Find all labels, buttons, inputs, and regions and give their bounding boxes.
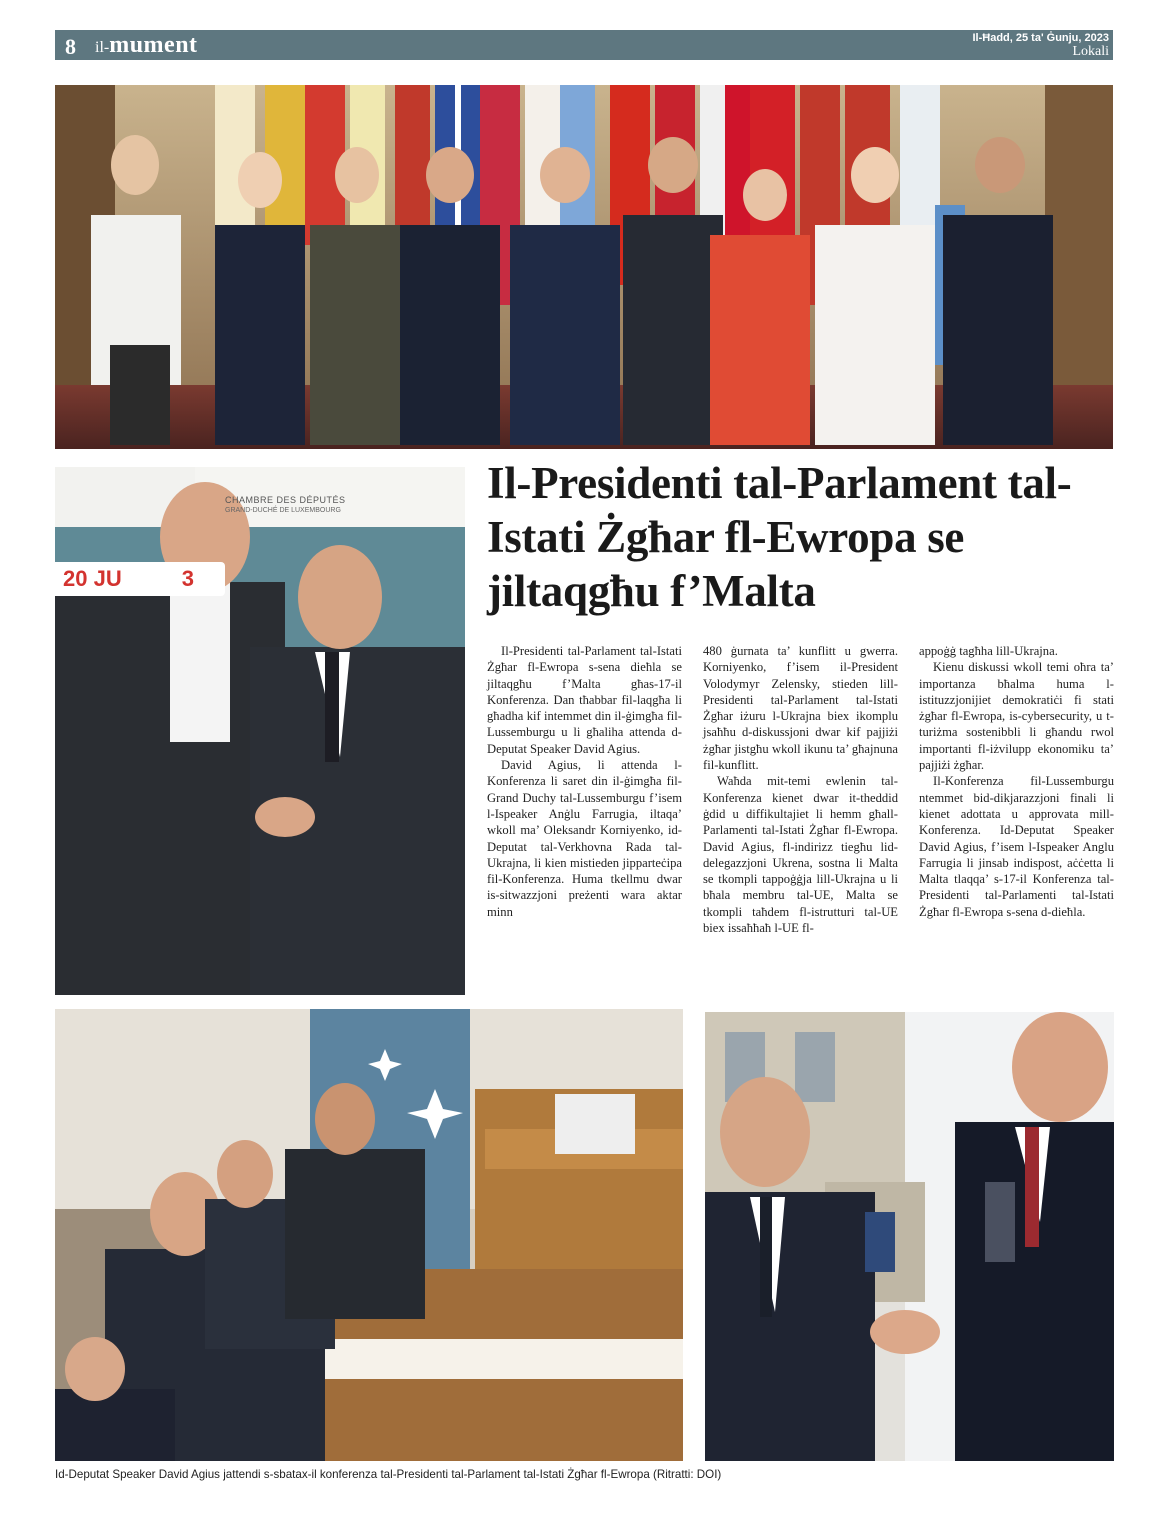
article-column-3 [919, 643, 1114, 920]
chamber-sign-line1: CHAMBRE DES DÉPUTÉS [225, 495, 346, 505]
banner-date [55, 562, 225, 596]
outdoor-handshake-photo [705, 1012, 1114, 1461]
paragraph: Il-Presidenti tal-Parlament tal-Istati Żgħar fl-Ewropa s-sena dieħla se jiltaqgħu f’Malta għas-17-il Konferenza. Dan tħabbar fil-laqgħa li għadha kif intemmet din il-ġimgħa fil-Lussemburgu u li għaliha attenda d-Deputat Speaker David Agius. [487, 644, 682, 756]
group-photo [55, 85, 1113, 449]
paragraph: 480 ġurnata ta’ kunflitt u gwerra. Korniyenko, f’isem il-President Volodymyr Zelensky, stieden lill-Presidenti tal-Parlament tal-Istati Żgħar iżuru l-Ukrajna biex ikomplu jsaħħu d-diskussjoni dwar kif pajjiżi żgħar jistgħu wkoll ikunu ta’ għajnuna fil-kunflitt. [703, 644, 898, 773]
paragraph: Kienu diskussi wkoll temi oħra ta’ importanza bħalma huma l-istituzzjonijiet demokratiċi fi stati żgħar fl-Ewropa, is-cybersecurity, u t-turiżma sostenibbli li għandu rwol importanti fl-iżvilupp ekonomiku ta’ pajjiżi żgħar. [919, 660, 1114, 773]
paragraph: David Agius, li attenda l-Konferenza li saret din il-ġimgħa fil-Grand Duchy tal-Lussemburgu f’isem l-Ispeaker Anġlu Farrugia, iltaqa’ wkoll ma’ Oleksandr Korniyenko, id-Deputat tal-Verkhovna Rada tal-Ukrajna, li kien mistieden jipparteċipa fil-Konferenza. Huma tkellmu dwar is-sitwazzjoni preżenti wara aktar minn [487, 758, 682, 919]
paragraph: Waħda mit-temi ewlenin tal-Konferenza kienet dwar it-theddid ġdid u diffikultajiet li hemm għall-Parlamenti tal-Istati Żgħar fl-Ewropa. David Agius, fl-indirizz tiegħu lid-delegazzjoni Ukrena, sostna li Malta se tkompli tappoġġja lill-Ukrajna u li bħala membru tal-UE, Malta se tkompli taħdem fl-istrutturi tal-UE biex issaħħaħ l-UE fl- [703, 774, 898, 936]
article-column-1 [487, 643, 682, 920]
article-headline: Il-Presidenti tal-Parlament tal-Istati Żgħar fl-Ewropa se jiltaqgħu f’Malta [487, 458, 1072, 616]
photo-caption: Id-Deputat Speaker David Agius jattendi s-sbatax-il konferenza tal-Presidenti tal-Parlament tal-Istati Żgħar fl-Ewropa (Ritratti: DOI) [55, 1468, 722, 1481]
page-header [55, 30, 1113, 60]
banner-date-end: 3 [181, 566, 194, 591]
logo-main: mument [109, 32, 198, 58]
conference-photo [55, 1009, 683, 1461]
article-column-2 [703, 643, 898, 936]
page-number: 8 [65, 34, 76, 59]
handshake-photo [55, 467, 465, 995]
paragraph: appoġġ tagħha lill-Ukrajna. [919, 644, 1058, 658]
issue-date: Il-Ħadd, 25 ta' Ġunju, 2023 [972, 32, 1109, 44]
publication-logo [95, 32, 198, 59]
paragraph: Il-Konferenza fil-Lussemburgu ntemmet bid-dikjarazzjoni finali li kienet adottata u approvata mill-Konferenza. Id-Deputat Speaker David Agius, f’isem l-Ispeaker Anglu Farrugia li jinsab indispost, aċċetta li Malta tlaqqa’ s-17-il Konferenza tal-Presidenti tal-Parlamenti tal-Istati Żgħar fl-Ewropa s-sena d-dieħla. [919, 774, 1114, 919]
chamber-sign-line2: GRAND-DUCHÉ DE LUXEMBOURG [225, 507, 341, 514]
logo-prefix: il- [95, 39, 110, 56]
banner-date-text: 20 JU [63, 566, 122, 591]
section-name: Lokali [1072, 44, 1109, 59]
